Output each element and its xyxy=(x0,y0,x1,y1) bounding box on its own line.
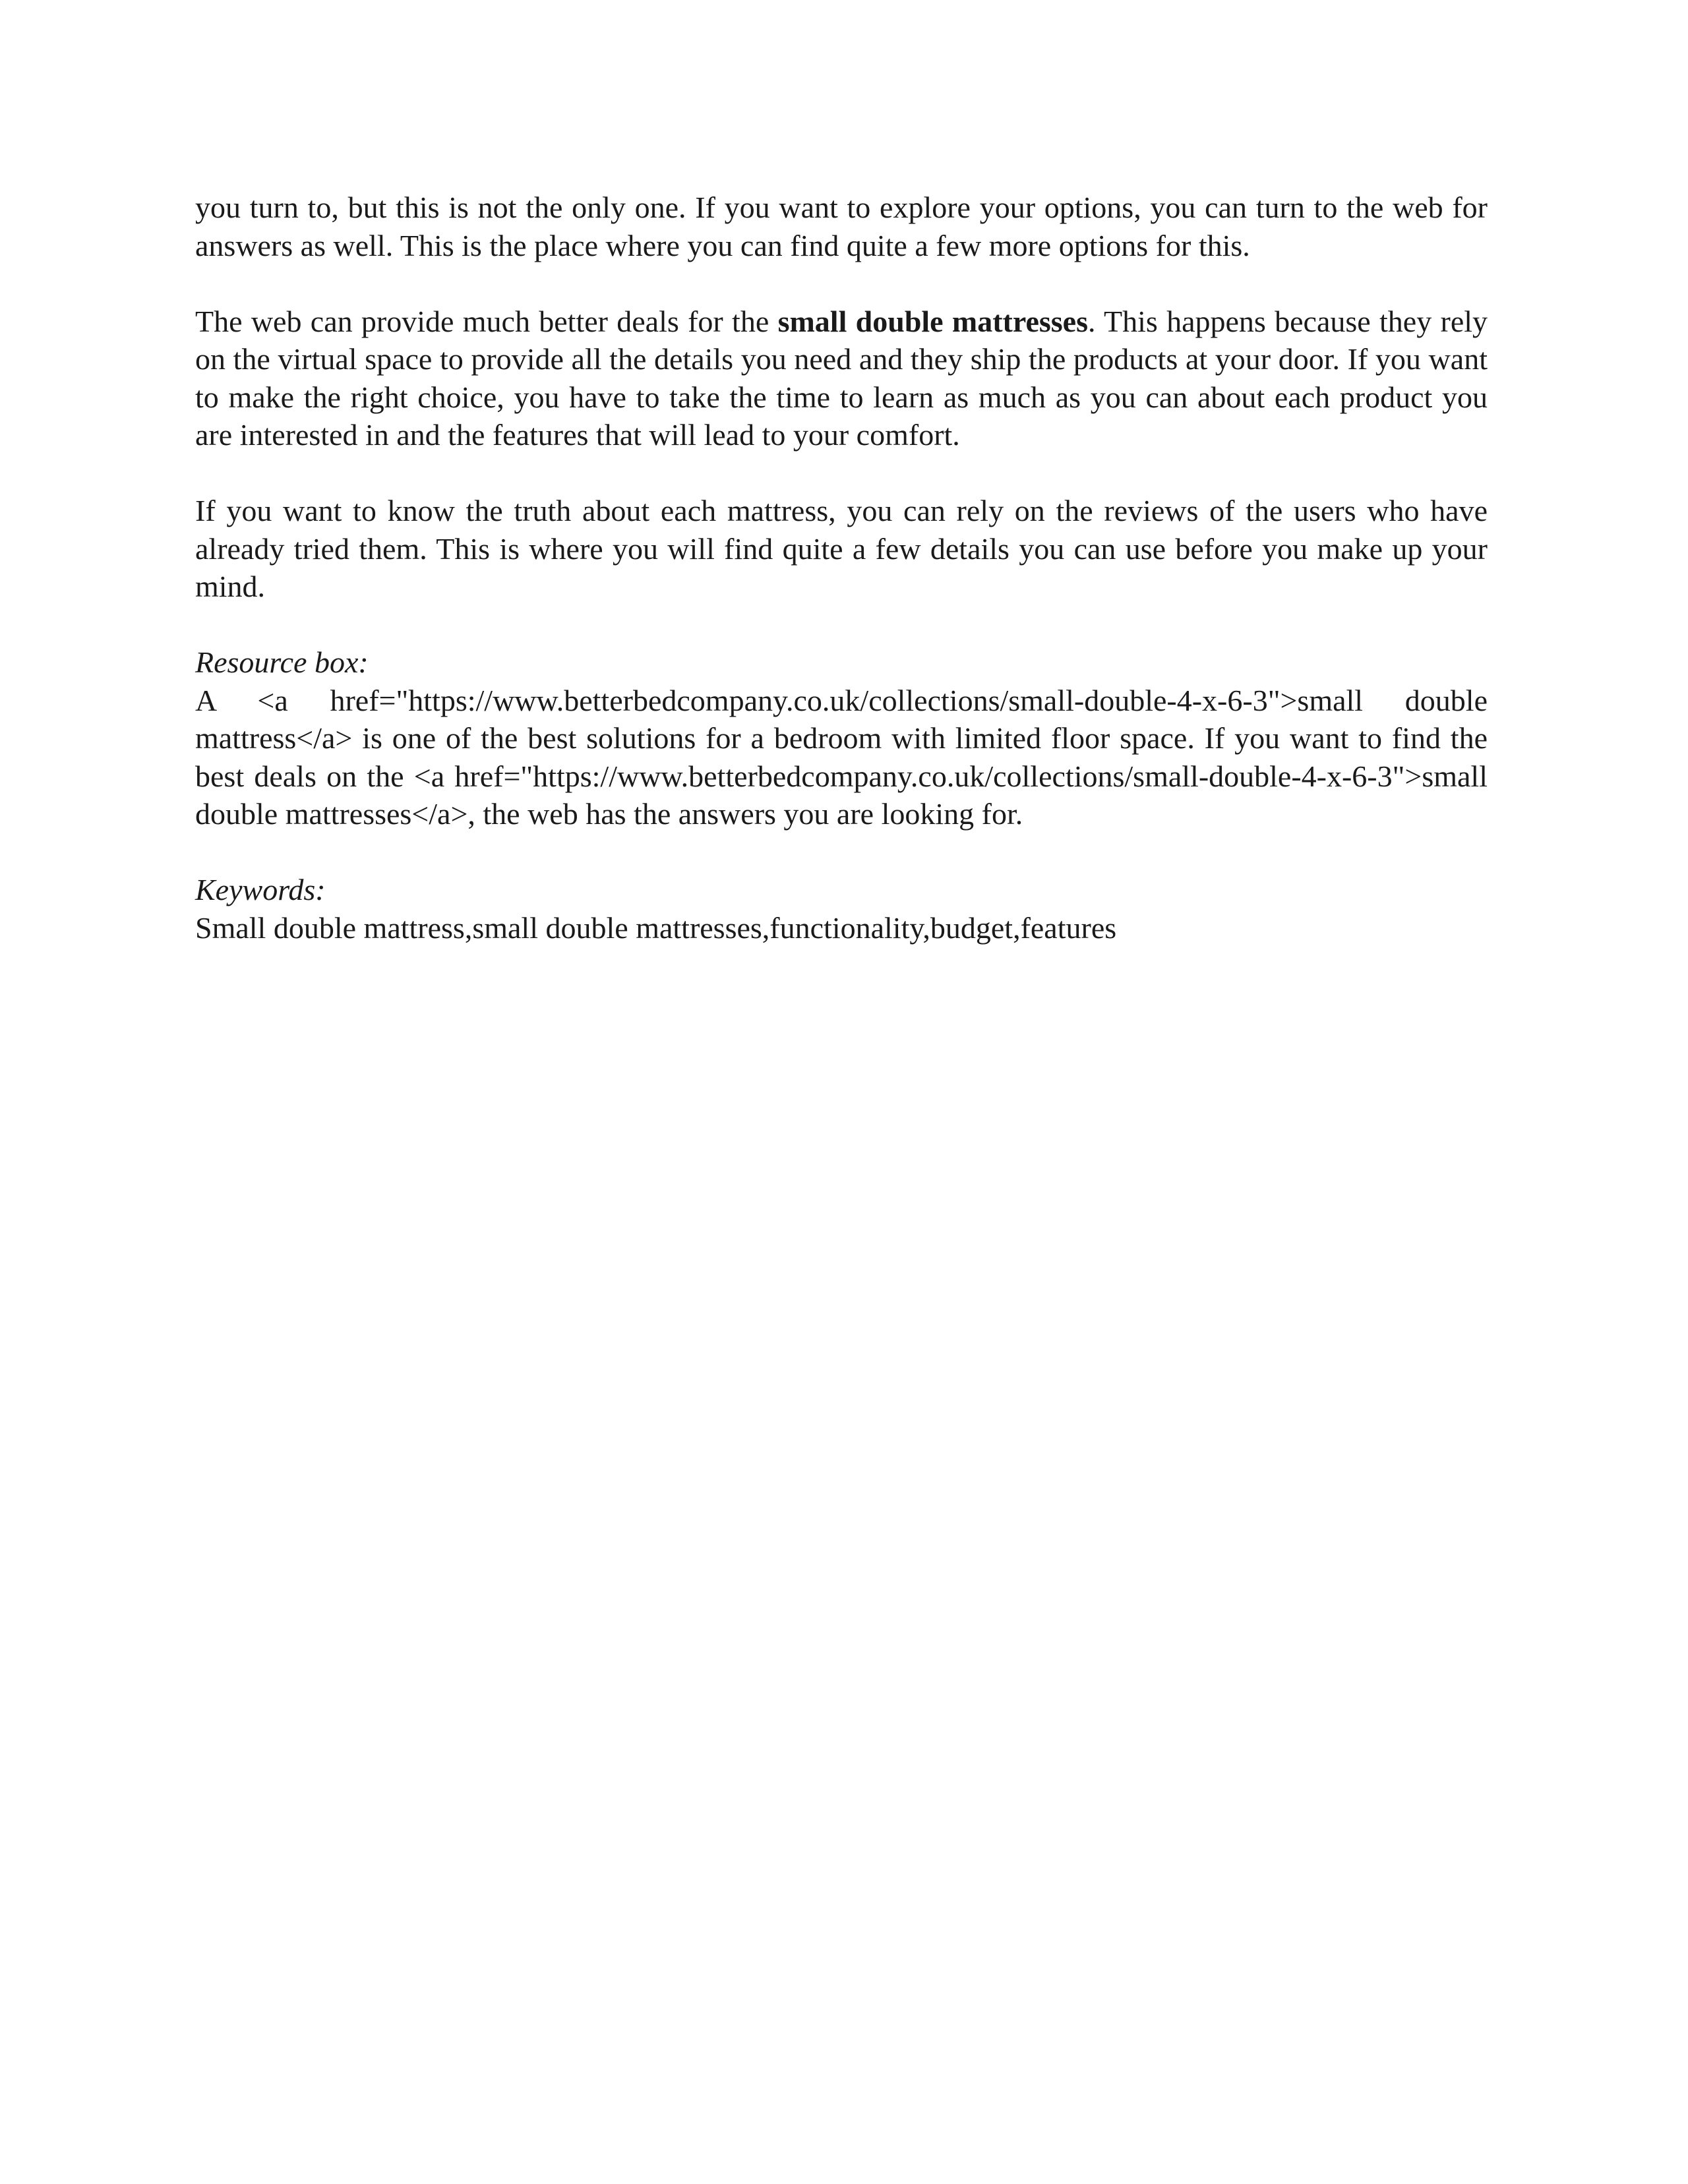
keywords-text: Small double mattress,small double mattresses,functionality,budget,features xyxy=(195,910,1117,945)
document-page xyxy=(195,189,1488,947)
paragraph-intro: you turn to, but this is not the only one. If you want to explore your options, you can turn to the web for answers as well. This is the place where you can find quite a few more options for this. xyxy=(195,191,1488,262)
paragraph-web-deals-end: . This happens because they rely on the virtual space to provide all the details you need and they ship the products at your door. If you want to make the right choice, you have to take the time to learn as much as you can about each product you are interested in and the features that will lead to your comfort. xyxy=(195,304,1488,452)
resource-box-text: A <a href="https://www.betterbedcompany.co.uk/collections/small-double-4-x-6-3">small double mattress</a> is one of the best solutions for a bedroom with limited floor space. If you want to find the best deals on the <a href="https://www.betterbedcompany.co.uk/collections/small-double-4-x-6-3">small double mattresses</a>, the web has the answers you are looking for. xyxy=(195,683,1488,831)
keywords-section xyxy=(195,871,1488,947)
paragraph-reviews: If you want to know the truth about each mattress, you can rely on the reviews of the users who have already tried them. This is where you will find quite a few details you can use before you make up your mind. xyxy=(195,494,1488,603)
resource-box xyxy=(195,643,1488,833)
resource-box-heading: Resource box: xyxy=(195,645,369,679)
keyword-bold: small double mattresses xyxy=(777,304,1088,338)
paragraph-web-deals xyxy=(195,303,1488,454)
keywords-heading: Keywords: xyxy=(195,873,326,906)
paragraph-web-deals-start: The web can provide much better deals for the xyxy=(195,304,778,338)
